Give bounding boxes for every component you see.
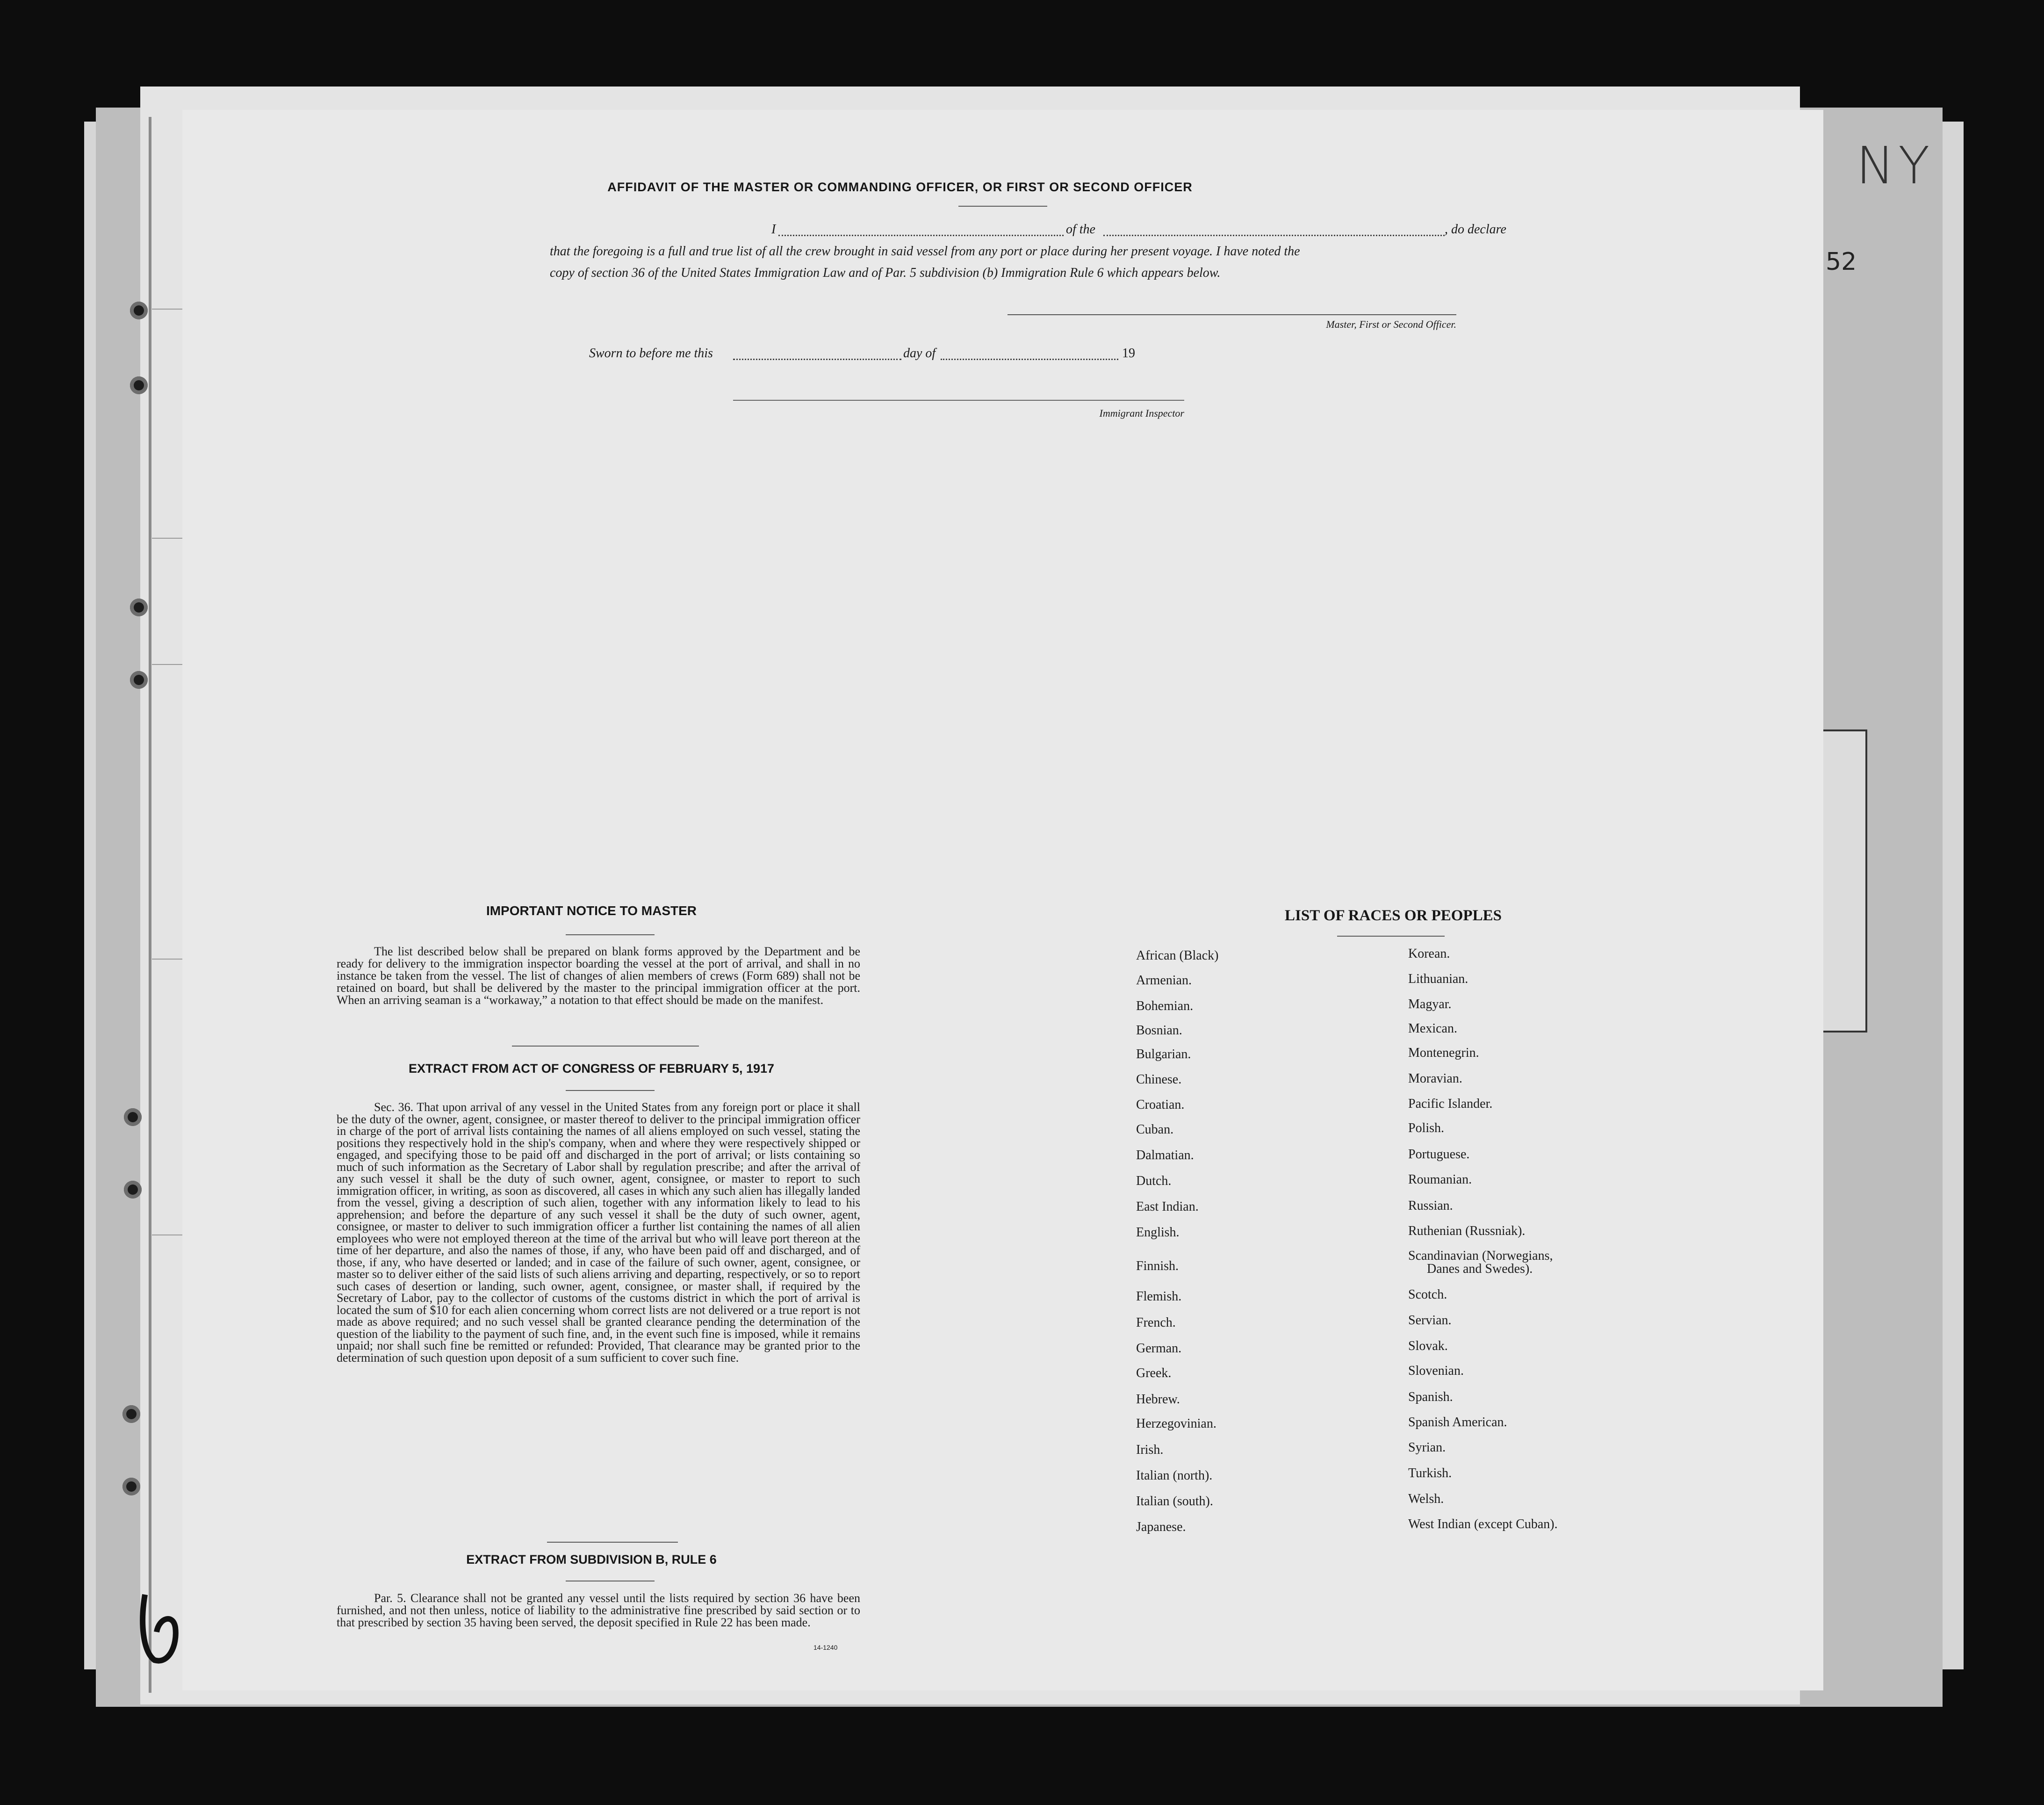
binder-hole — [124, 1108, 142, 1126]
divider — [547, 1542, 678, 1543]
handwritten-state-mark: NY — [1856, 136, 1934, 195]
divider — [958, 206, 1047, 207]
divider — [566, 934, 655, 935]
sworn-line — [589, 346, 1337, 361]
race-item: Spanish. — [1408, 1390, 1453, 1404]
month-blank — [941, 358, 1118, 360]
paragraph-5-text: Par. 5. Clearance shall not be granted any vessel until the lists required by section 36 have been furnished, and not then unless, notice of liability to the administrative fine prescribed by said section or to that prescribed by section 35 having been served, the deposit specified in Rule 22 has been made. — [337, 1591, 860, 1629]
race-item: Korean. — [1408, 946, 1450, 961]
vessel-blank — [1103, 234, 1445, 236]
race-item: Irish. — [1136, 1443, 1164, 1457]
binder-hole — [130, 599, 148, 616]
race-item: Russian. — [1408, 1199, 1453, 1213]
race-item: Polish. — [1408, 1121, 1445, 1135]
race-item: Slovak. — [1408, 1339, 1448, 1353]
race-item: West Indian (except Cuban). — [1408, 1517, 1558, 1531]
name-blank — [778, 234, 1064, 236]
race-item: Danes and Swedes). — [1427, 1262, 1533, 1276]
binder-hole — [122, 1478, 140, 1495]
race-item: Bosnian. — [1136, 1023, 1182, 1038]
divider — [566, 1090, 655, 1091]
race-item: French. — [1136, 1315, 1176, 1330]
notice-body: The list described below shall be prepared on blank forms approved by the Department and be ready for delivery to the immigration inspector boarding the vessel at the port of arrival, and shall in no instance be taken from the vessel. The list of changes of alien members of crews (Form 689) shall not be retained on board, but shall be delivered by the master to the principal immigration officer at the port. When an arriving seaman is a “workaway,” a notation to that effect should be made on the manifest. — [337, 945, 860, 1007]
race-item: Montenegrin. — [1408, 1046, 1479, 1060]
race-item: Cuban. — [1136, 1122, 1174, 1137]
form-page — [182, 110, 1823, 1690]
race-item: Syrian. — [1408, 1440, 1446, 1455]
race-item: Chinese. — [1136, 1072, 1182, 1087]
form-number: 14-1240 — [813, 1644, 838, 1651]
race-item: Herzegovinian. — [1136, 1416, 1216, 1431]
divider — [512, 1046, 699, 1047]
binder-hole — [130, 671, 148, 689]
binder-hole — [130, 302, 148, 319]
year-prefix: 19 — [1122, 346, 1135, 361]
race-item: Slovenian. — [1408, 1364, 1464, 1378]
inspector-label: Immigrant Inspector — [1099, 407, 1184, 419]
affidavit-line-3: copy of section 36 of the United States Immigration Law and of Par. 5 subdivision (b) Immigration Rule 6 which appears below. — [550, 266, 1221, 280]
race-item: Croatian. — [1136, 1097, 1185, 1112]
extract-act-title: EXTRACT FROM ACT OF CONGRESS OF FEBRUARY 5, 1917 — [408, 1061, 775, 1076]
race-item: Hebrew. — [1136, 1392, 1180, 1407]
race-item: Magyar. — [1408, 997, 1452, 1011]
race-item: English. — [1136, 1225, 1180, 1240]
affidavit-line-2: that the foregoing is a full and true list of all the crew brought in said vessel from any port or place during her present voyage. I have noted the — [550, 244, 1300, 259]
race-item: Japanese. — [1136, 1520, 1186, 1534]
affidavit-title: AFFIDAVIT OF THE MASTER OR COMMANDING OFFICER, OR FIRST OR SECOND OFFICER — [607, 180, 1193, 194]
race-item: Roumanian. — [1408, 1172, 1472, 1187]
race-item: Armenian. — [1136, 973, 1192, 988]
extract-rule-title: EXTRACT FROM SUBDIVISION B, RULE 6 — [466, 1552, 717, 1567]
races-title: LIST OF RACES OR PEOPLES — [1285, 907, 1502, 924]
binder-hole — [122, 1405, 140, 1423]
race-item: Italian (north). — [1136, 1468, 1213, 1483]
race-item: African (Black) — [1136, 948, 1219, 963]
race-item: Finnish. — [1136, 1259, 1179, 1273]
sworn-text: Sworn to before me this — [589, 346, 713, 361]
affidavit-declare: , do declare — [1445, 222, 1506, 237]
race-item: Ruthenian (Russniak). — [1408, 1224, 1526, 1238]
binder-hole — [124, 1181, 142, 1199]
race-item: Moravian. — [1408, 1071, 1462, 1086]
race-item: East Indian. — [1136, 1199, 1199, 1214]
day-of-text: day of — [903, 346, 936, 361]
race-item: Italian (south). — [1136, 1494, 1213, 1509]
race-item: Mexican. — [1408, 1021, 1457, 1036]
day-blank — [733, 358, 901, 360]
race-item: Welsh. — [1408, 1492, 1444, 1506]
race-item: Scotch. — [1408, 1287, 1447, 1302]
page-number: 52 — [1826, 248, 1857, 276]
race-item: Dalmatian. — [1136, 1148, 1194, 1162]
index-tab — [1819, 729, 1867, 1032]
notice-title: IMPORTANT NOTICE TO MASTER — [486, 903, 697, 918]
binder-hole — [130, 376, 148, 394]
race-item: Bulgarian. — [1136, 1047, 1191, 1061]
race-item: Dutch. — [1136, 1174, 1172, 1188]
master-signature-label: Master, First or Second Officer. — [1326, 318, 1456, 330]
race-item: Scandinavian (Norwegians, — [1408, 1249, 1553, 1263]
race-item: Lithuanian. — [1408, 972, 1468, 986]
race-item: Turkish. — [1408, 1466, 1452, 1480]
race-item: Spanish American. — [1408, 1415, 1507, 1430]
affidavit-of-the: of the — [1066, 222, 1095, 237]
race-item: Servian. — [1408, 1313, 1452, 1328]
race-item: German. — [1136, 1341, 1182, 1356]
race-item: Flemish. — [1136, 1289, 1182, 1304]
race-item: Portuguese. — [1408, 1147, 1470, 1162]
race-item: Pacific Islander. — [1408, 1097, 1493, 1111]
race-item: Bohemian. — [1136, 999, 1194, 1013]
page-edge-line — [149, 117, 151, 1693]
affidavit-i: I — [771, 222, 776, 237]
master-signature-line — [1008, 314, 1456, 315]
section-36-text: Sec. 36. That upon arrival of any vessel in the United States from any foreign port or place it shall be the duty of the owner, agent, consignee, or master thereof to deliver to the principal immigration officer in charge of the port of arrival lists containing the names of all aliens employed on such vessel, stating the positions they respectively hold in the ship's company, when and where they were respectively shipped or engaged, and specifying those to be paid off and discharged in the port of arrival; or lists containing so much of such information as the Secretary of Labor shall by regulation prescribe; and after the arrival of any such vessel it shall be the duty of such owner, agent, consignee, or master to report to such immigration officer, in writing, as soon as discovered, all cases in which any such alien has illegally landed from the vessel, giving a description of such alien, together with any information likely to lead to his apprehension; and before the departure of any such vessel it shall be the duty of such owner, agent, consignee, or master to deliver to such immigration officer a further list containing the names of all alien employees who were not employed thereon at the time of the arrival but who will leave port thereon at the time of her departure, and also the names of those, if any, who have been paid off and discharged, and of those, if any, who have deserted or landed; and in case of the failure of such owner, agent, consignee, or master so to deliver either of the said lists of such aliens arriving and departing, respectively, or so to report such cases of desertion or landing, such owner, agent, consignee, or master shall, if required by the Secretary of Labor, pay to the collector of customs of the customs district in which the port of arrival is located the sum of $10 for each alien concerning whom correct lists are not delivered or a true report is not made as above required; and no such vessel shall be granted clearance pending the determination of the question of the liability to the payment of such fine, and, in the event such fine is imposed, while it remains unpaid; nor shall such fine be remitted or refunded: Provided, That clearance may be granted prior to the determination of such question upon deposit of a sum sufficient to cover such fine. — [337, 1100, 860, 1365]
inspector-signature-line — [733, 400, 1184, 401]
race-item: Greek. — [1136, 1366, 1172, 1380]
divider — [1337, 936, 1445, 937]
